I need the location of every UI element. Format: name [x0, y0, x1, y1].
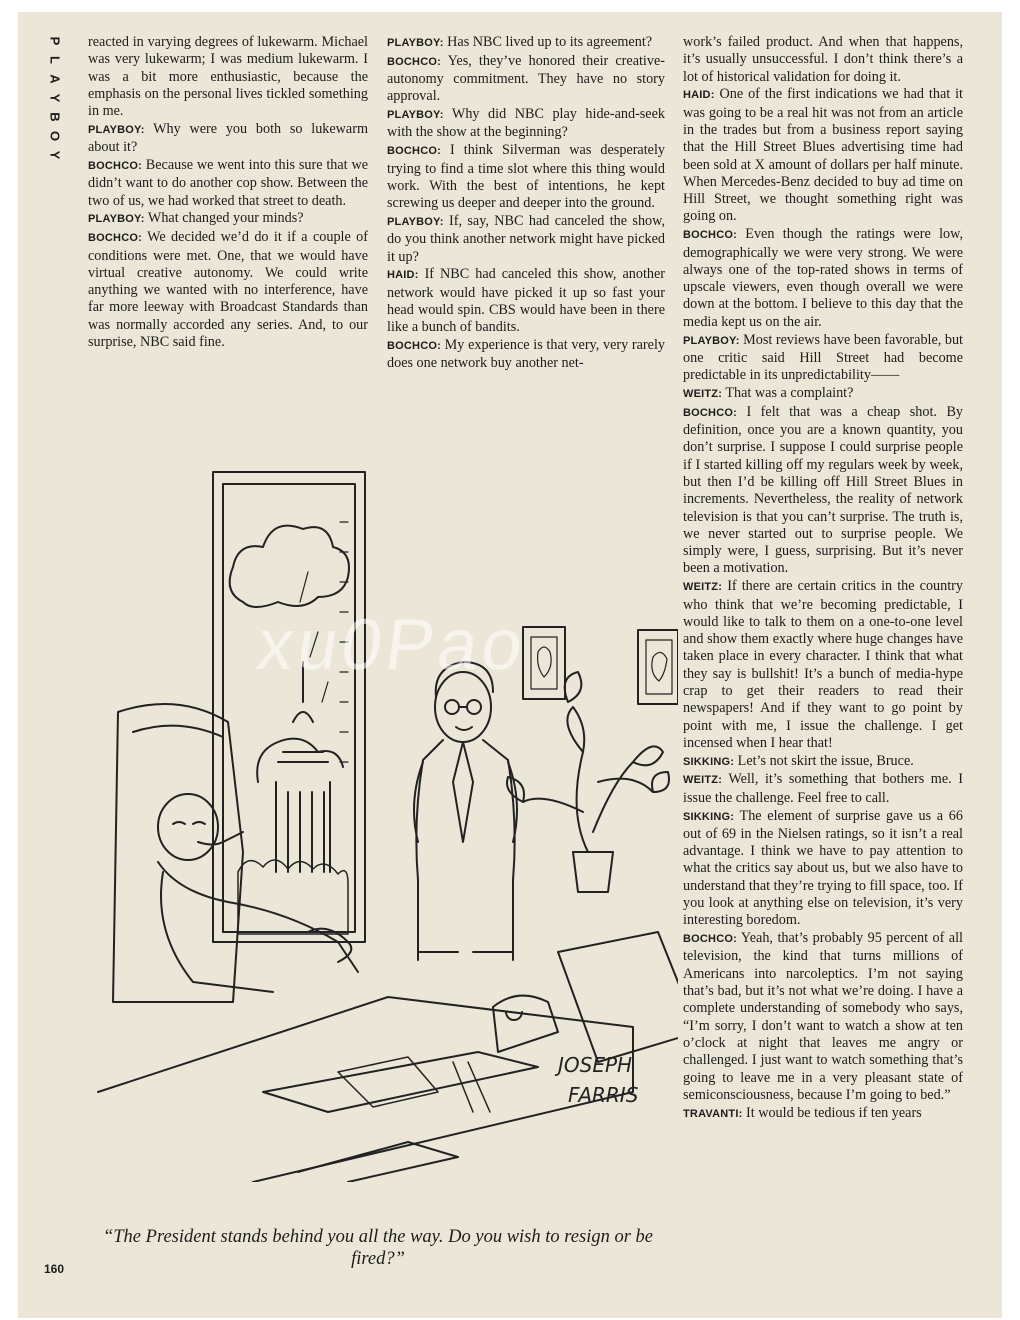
dialogue-text: Let’s not skirt the issue, Bruce. — [737, 752, 914, 769]
artist-signature — [554, 1053, 639, 1107]
speaker-label: WEITZ: — [683, 387, 723, 400]
dialogue-paragraph — [387, 142, 665, 212]
dialogue-text: Even though the ratings were low, demographically we were very strong. We were always one of the top-rated shows in terms of upscale viewers, even though overall we were down at the bottom. I believe to this day that the media kept us on the air. — [683, 226, 963, 330]
speaker-label: PLAYBOY: — [683, 334, 740, 347]
dialogue-text: Why were you both so lukewarm about it? — [88, 120, 368, 156]
page-number: 160 — [44, 1262, 65, 1276]
speaker-label: PLAYBOY: — [387, 37, 444, 49]
dialogue-text: The element of surprise gave us a 66 out of 69 in the Nielsen ratings, so it isn’t a real advantage. I think we have to pay attention to what the critics say about us, but we also have to understand that they’re trying to fill space, too. If you look at anything else on television, it’s very interesting boredom. — [683, 807, 963, 929]
dialogue-paragraph — [683, 86, 963, 225]
text-column-2 — [387, 34, 665, 373]
signature-line-1: JOSEPH — [558, 1053, 633, 1077]
speaker-label: BOCHCO: — [88, 160, 142, 173]
magazine-name-vertical — [44, 32, 66, 165]
speaker-label: SIKKING: — [683, 755, 735, 768]
dialogue-paragraph — [683, 1105, 963, 1123]
dialogue-paragraph — [387, 34, 665, 52]
speaker-label: BOCHCO: — [387, 145, 441, 158]
speaker-label: PLAYBOY: — [387, 109, 444, 122]
text-column-1 — [88, 34, 368, 352]
dialogue-paragraph — [88, 34, 368, 120]
dialogue-text: That was a complaint? — [725, 384, 854, 401]
logo-letter: B — [47, 112, 63, 123]
dialogue-paragraph — [683, 930, 963, 1104]
logo-letter: P — [47, 36, 63, 47]
logo-letter: Y — [47, 93, 63, 104]
logo-letter: O — [47, 130, 63, 143]
dialogue-text: We decided we’d do it if a couple of conditions were met. One, that we would have virtual creative autonomy. We could write anything we wanted with no interference, have far more leeway with Broadcast Standards than was normally accorded any series. And, to our surprise, NBC said fine. — [88, 229, 368, 351]
office-chair-drawing — [558, 932, 678, 1062]
speaker-label: PLAYBOY: — [88, 123, 145, 136]
dialogue-text: It would be tedious if ten years — [745, 1104, 922, 1121]
logo-letter: L — [47, 56, 63, 65]
cartoon-illustration — [78, 452, 678, 1182]
dialogue-text: One of the first indications we had that it was going to be a real hit was not from an article in the trades but from a business report saying that the Hill Street Blues advertising time had been sold at X amount of dollars per half minute. When Mercedes-Benz decided to buy ad time on Hill Street, we thought something right was going on. — [683, 86, 964, 225]
dialogue-paragraph — [683, 332, 963, 385]
dialogue-paragraph — [387, 266, 665, 336]
dialogue-text: Most reviews have been favorable, but one critic said Hill Street had become predictable in its unpredictability—— — [683, 331, 964, 384]
wall-picture-left — [523, 627, 565, 699]
speaker-label: BOCHCO: — [683, 229, 737, 242]
speaker-label: BOCHCO: — [683, 406, 737, 419]
cartoon-caption: “The President stands behind you all the way. Do you wish to resign or be fired?” — [102, 1227, 653, 1269]
speaker-label: HAID: — [683, 89, 715, 102]
dialogue-paragraph — [683, 808, 963, 930]
speaker-label: BOCHCO: — [683, 933, 737, 946]
magazine-page — [18, 12, 1002, 1318]
standing-man-drawing — [414, 662, 517, 960]
speaker-label: BOCHCO: — [88, 232, 142, 245]
logo-letter: A — [47, 74, 63, 85]
dialogue-paragraph — [683, 771, 963, 807]
speaker-label: PLAYBOY: — [88, 213, 145, 226]
dialogue-text: If NBC had canceled this show, another network would have picked it up so fast your head would spin. CBS would have been in there like a bunch of bandits. — [387, 266, 665, 336]
dialogue-text: I think Silverman was desperately trying to find a time slot where this thing would work. With the best of intentions, he kept screwing us deeper and deeper into the ground. — [387, 142, 666, 212]
dialogue-text: reacted in varying degrees of lukewarm. Michael was very lukewarm; I was medium lukewarm. I was a bit more enthusiastic, because the emphasis on the personal lives tickled something in me. — [88, 34, 368, 120]
dialogue-text: Why did NBC play hide-and-seek with the show at the beginning? — [387, 106, 665, 141]
dialogue-text: Yeah, that’s probably 95 percent of all television, the kind that turns millions of Americans into narcoleptics. I’m not saying that’s bad, but it’s not what we’re doing. I have a complete understanding of somebody who says, “I’m sorry, I don’t want to watch a show at ten o’clock at night that leaves me angry or challenged. I just want to watch something that’s going to leave me in a very pleasant state of semiconsciousness, because I’m going to bed.” — [683, 930, 963, 1103]
speaker-label: BOCHCO: — [387, 55, 441, 68]
dialogue-paragraph — [88, 229, 368, 351]
dialogue-paragraph — [683, 226, 963, 331]
dialogue-paragraph — [683, 753, 963, 771]
logo-letter: Y — [47, 150, 63, 161]
dialogue-paragraph — [387, 213, 665, 266]
speaker-label: TRAVANTI: — [683, 1107, 743, 1120]
dialogue-paragraph — [683, 34, 963, 86]
dialogue-text: work’s failed product. And when that happens, it’s usually unsuccessful. I don’t think there’s a lot of historical validation for doing it. — [683, 34, 963, 85]
dialogue-text: Because we went into this sure that we didn’t want to do another cop show. Between the two of us, we had worked that street to death. — [88, 157, 368, 209]
dialogue-paragraph — [387, 337, 665, 373]
speaker-label: WEITZ: — [683, 581, 723, 594]
dialogue-text: Has NBC lived up to its agreement? — [447, 34, 653, 50]
dialogue-text: If there are certain critics in the country who think that we’re becoming predictable, I would like to talk to them on a one-to-one level and show them exactly where huge changes have taken place in every character. I think that what they say is bullshit! It’s a bunch of media-hype crap to get their readers to read their newspapers! And if they want to go point by point with me, I issue the challenge. I get incensed when I hear that! — [683, 578, 963, 751]
telephone-drawing — [493, 996, 558, 1052]
dialogue-paragraph — [683, 385, 963, 403]
speaker-label: PLAYBOY: — [387, 215, 444, 228]
speaker-label: BOCHCO: — [387, 340, 441, 353]
seated-executive-drawing — [113, 704, 358, 1002]
speaker-label: SIKKING: — [683, 810, 735, 823]
dialogue-text: My experience is that very, very rarely does one network buy another net- — [387, 337, 665, 372]
dialogue-paragraph — [683, 404, 963, 578]
text-column-3 — [683, 34, 963, 1123]
dialogue-text: I felt that was a cheap shot. By definition, once you are a known quantity, you don’t surprise. I suppose I could surprise people if I started killing off my regulars week by week, but then I’d be killing off Hill Street Blues in increments. Nevertheless, the reality of network television is that you can’t surprise. The truth is, we never started out to surprise people. We simply were, I guess, surprising. But it’s never been a motivation. — [683, 403, 963, 577]
dialogue-text: What changed your minds? — [147, 210, 304, 227]
window-drawing — [213, 472, 365, 942]
signature-line-2: FARRIS — [568, 1083, 639, 1107]
dialogue-text: Yes, they’ve honored their creative-autonomy commitment. They have no story approval. — [387, 52, 665, 105]
watermark: xu0Pao — [252, 605, 532, 685]
desk-drawing — [98, 997, 633, 1182]
dialogue-paragraph — [387, 53, 665, 106]
dialogue-paragraph — [387, 106, 665, 142]
speaker-label: HAID: — [387, 269, 419, 282]
speaker-label: WEITZ: — [683, 774, 723, 787]
dialogue-paragraph — [88, 157, 368, 210]
dialogue-paragraph — [683, 578, 963, 752]
dialogue-text: Well, it’s something that bothers me. I issue the challenge. Feel free to call. — [683, 771, 963, 806]
dialogue-text: If, say, NBC had canceled the show, do you think another network might have picked it up? — [387, 212, 666, 265]
dialogue-paragraph — [88, 210, 368, 228]
dialogue-paragraph — [88, 121, 368, 157]
